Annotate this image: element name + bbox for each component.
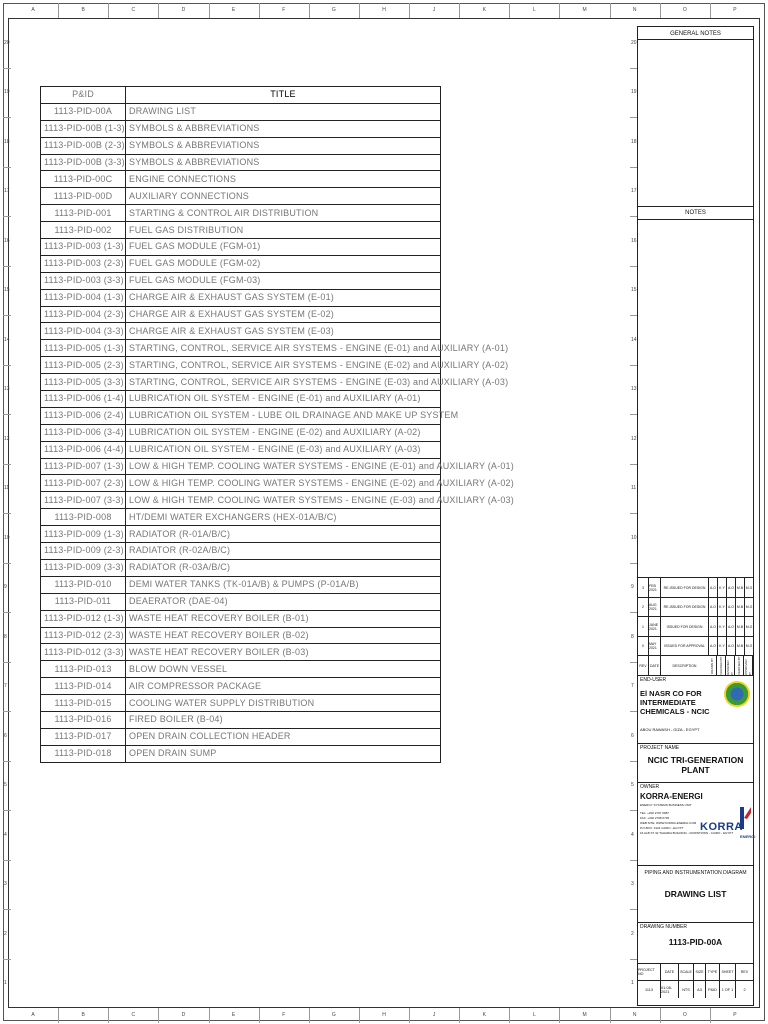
revision-header-row	[638, 655, 753, 676]
column-letter: C	[131, 1012, 136, 1018]
row-number: 10	[631, 534, 637, 541]
drawing-title-cell: LOW & HIGH TEMP. COOLING WATER SYSTEMS - ENGINE (E-02) and AUXILIARY (A-02)	[126, 475, 441, 492]
row-number: 5	[4, 782, 7, 789]
column-letter: A	[31, 7, 35, 13]
drawing-number-cell: 1113-PID-008	[41, 509, 126, 526]
drawing-title-cell: SYMBOLS & ABBREVIATIONS	[126, 120, 441, 137]
info-header-cell: DATE	[660, 964, 678, 980]
row-number: 17	[631, 188, 637, 195]
revision-desc-cell: ISSUED FOR DESIGN	[660, 617, 708, 636]
drawing-title-cell: AIR COMPRESSOR PACKAGE	[126, 678, 441, 695]
revision-rev-cell: 2	[642, 605, 644, 609]
table-row	[41, 205, 441, 222]
table-row	[41, 559, 441, 576]
drawing-number-cell: 1113-PID-017	[41, 728, 126, 745]
owner-contact-line: 16 ALB ST 32 TAHARIA BUILDING - DOWNTOWN - CAIRO - EGYPT	[640, 831, 734, 835]
revision-header-rev: REV	[639, 664, 647, 668]
row-number: 20	[631, 39, 637, 46]
end-user-name: El NASR CO FOR INTERMEDIATE CHEMICALS - NCIC	[640, 689, 710, 716]
column-ruler-top	[8, 3, 760, 18]
column-letter: E	[231, 1012, 236, 1018]
drawing-number-cell: 1113-PID-00B (3-3)	[41, 154, 126, 171]
column-letter: P	[733, 1012, 737, 1018]
column-letter: K	[482, 1012, 486, 1018]
row-number: 13	[631, 386, 637, 393]
revision-desc-cell: ISSUED FOR APPROVAL	[660, 637, 708, 656]
table-row	[41, 171, 441, 188]
table-row	[41, 728, 441, 745]
table-row	[41, 576, 441, 593]
info-header-cell: SCALE	[678, 964, 693, 980]
revision-header-b: CHECKED BY	[717, 656, 726, 676]
row-number: 16	[4, 237, 10, 244]
table-row	[41, 374, 441, 391]
drawing-title: DRAWING LIST	[664, 889, 727, 899]
table-row	[41, 745, 441, 762]
drawing-number-cell: 1113-PID-016	[41, 711, 126, 728]
korra-logo-sub: ENERGI	[740, 834, 756, 839]
table-row	[41, 695, 441, 712]
table-row	[41, 509, 441, 526]
info-value-cell: 01-08-2021	[660, 980, 678, 998]
revision-row	[638, 616, 753, 636]
column-letter: J	[432, 1012, 436, 1018]
drawing-number-cell: 1113-PID-007 (3-3)	[41, 492, 126, 509]
drawing-number-cell: 1113-PID-009 (1-3)	[41, 526, 126, 543]
drawing-title-cell: LUBRICATION OIL SYSTEM - ENGINE (E-03) and AUXILIARY (A-03)	[126, 441, 441, 458]
column-letter: J	[432, 7, 436, 13]
drawing-number-cell: 1113-PID-003 (2-3)	[41, 255, 126, 272]
revision-row	[638, 577, 753, 597]
drawing-number-cell: 1113-PID-012 (1-3)	[41, 610, 126, 627]
drawing-type: PIPING AND INSTRUMENTATION DIAGRAM	[644, 870, 747, 876]
drawing-number-cell: 1113-PID-002	[41, 222, 126, 239]
drawing-title-cell: FUEL GAS MODULE (FGM-02)	[126, 255, 441, 272]
revision-desc-cell: RE-ISSUED FOR DESIGN	[660, 578, 708, 597]
column-letter: D	[181, 1012, 186, 1018]
owner-contact-line: P.O.BOX: 1324 CAIRO - EGYPT	[640, 826, 684, 830]
revision-a-cell: A.O	[708, 578, 717, 597]
table-row	[41, 475, 441, 492]
drawing-title-cell: CHARGE AIR & EXHAUST GAS SYSTEM (E-01)	[126, 289, 441, 306]
column-letter: H	[382, 7, 386, 13]
project-name: NCIC TRI-GENERATION PLANT	[647, 755, 744, 775]
owner-name: KORRA-ENERGI	[640, 792, 703, 801]
table-row	[41, 323, 441, 340]
table-row	[41, 103, 441, 120]
revision-row	[638, 636, 753, 656]
row-number: 10	[4, 534, 10, 541]
table-row	[41, 407, 441, 424]
revision-header-c: DESIGNED BY	[726, 656, 735, 676]
revision-b-cell: K.Y	[717, 598, 726, 617]
row-number: 3	[4, 881, 7, 888]
owner-unit: ENERGY SYSTEMS BUSINESS UNIT	[640, 803, 692, 807]
drawing-number-cell: 1113-PID-005 (3-3)	[41, 374, 126, 391]
table-header-row	[41, 87, 441, 104]
drawing-number-label: DRAWING NUMBER	[640, 924, 688, 930]
row-number: 8	[631, 633, 634, 640]
table-row	[41, 306, 441, 323]
table-row	[41, 424, 441, 441]
drawing-number-cell: 1113-PID-014	[41, 678, 126, 695]
drawing-title-cell: DEMI WATER TANKS (TK-01A/B) & PUMPS (P-01A/B)	[126, 576, 441, 593]
revision-row	[638, 597, 753, 617]
row-number: 16	[631, 237, 637, 244]
korra-logo	[700, 805, 756, 845]
row-number: 11	[4, 485, 10, 492]
drawing-title-cell: LUBRICATION OIL SYSTEM - ENGINE (E-01) and AUXILIARY (A-01)	[126, 391, 441, 408]
drawing-title-cell: DRAWING LIST	[126, 103, 441, 120]
table-row	[41, 357, 441, 374]
info-header-cell: PROJECT NO	[638, 968, 655, 976]
row-number: 8	[4, 633, 7, 640]
owner-contact-line: TEL: +202 2797 0987	[640, 811, 669, 815]
drawing-title-cell: SYMBOLS & ABBREVIATIONS	[126, 154, 441, 171]
drawing-title-cell: RADIATOR (R-03A/B/C)	[126, 559, 441, 576]
drawing-number-cell: 1113-PID-007 (2-3)	[41, 475, 126, 492]
drawing-title-cell: FUEL GAS MODULE (FGM-01)	[126, 239, 441, 256]
drawing-title-cell: FUEL GAS MODULE (FGM-03)	[126, 272, 441, 289]
revision-c-cell: A.O	[726, 578, 735, 597]
table-row	[41, 644, 441, 661]
drawing-title-cell: WASTE HEAT RECOVERY BOILER (B-01)	[126, 610, 441, 627]
row-number: 3	[631, 881, 634, 888]
revision-date-cell: JUNE 2021	[648, 617, 660, 636]
table-row	[41, 526, 441, 543]
drawing-number-cell: 1113-PID-010	[41, 576, 126, 593]
table-row	[41, 661, 441, 678]
info-value-cell: 1 OF 1	[719, 980, 735, 998]
drawing-number-cell: 1113-PID-009 (3-3)	[41, 559, 126, 576]
revision-e-cell: M.G	[744, 617, 753, 636]
row-number: 2	[631, 930, 634, 937]
end-user-label: END-USER	[640, 677, 667, 683]
drawing-number-cell: 1113-PID-004 (3-3)	[41, 323, 126, 340]
column-letter: E	[231, 7, 236, 13]
revision-c-cell: A.O	[726, 637, 735, 656]
info-value-cell: NTS	[678, 980, 693, 998]
drawing-number-cell: 1113-PID-00B (2-3)	[41, 137, 126, 154]
table-row	[41, 678, 441, 695]
info-value-cell: 1113	[638, 980, 660, 998]
row-number: 4	[631, 831, 634, 838]
column-letter: M	[582, 1012, 587, 1018]
title-block	[637, 26, 754, 1006]
drawing-title-cell: OPEN DRAIN SUMP	[126, 745, 441, 762]
drawing-title-cell: STARTING, CONTROL, SERVICE AIR SYSTEMS - ENGINE (E-03) and AUXILIARY (A-03)	[126, 374, 441, 391]
revision-header-e: APPROVED BY	[744, 656, 753, 676]
table-row	[41, 188, 441, 205]
drawing-title-cell: CHARGE AIR & EXHAUST GAS SYSTEM (E-03)	[126, 323, 441, 340]
info-value-cell: A3	[693, 980, 705, 998]
revision-a-cell: A.O	[708, 598, 717, 617]
column-letter: D	[181, 7, 186, 13]
drawing-title-cell: HT/DEMI WATER EXCHANGERS (HEX-01A/B/C)	[126, 509, 441, 526]
table-row	[41, 239, 441, 256]
general-notes-heading: GENERAL NOTES	[670, 31, 721, 37]
column-letter: M	[582, 7, 587, 13]
drawing-number-cell: 1113-PID-012 (3-3)	[41, 644, 126, 661]
table-row	[41, 543, 441, 560]
column-letter: C	[131, 7, 136, 13]
column-letter: L	[533, 1012, 536, 1018]
table-row	[41, 492, 441, 509]
header-pid: P&ID	[41, 87, 126, 104]
drawing-title-cell: FIRED BOILER (B-04)	[126, 711, 441, 728]
drawing-number: 1113-PID-00A	[668, 937, 723, 947]
revision-d-cell: M.B	[735, 637, 744, 656]
row-number: 12	[4, 435, 10, 442]
row-number: 6	[631, 732, 634, 739]
notes-heading: NOTES	[685, 210, 706, 216]
column-letter: N	[632, 7, 637, 13]
table-row	[41, 610, 441, 627]
table-row	[41, 222, 441, 239]
drawing-number-cell: 1113-PID-00C	[41, 171, 126, 188]
drawing-title-cell: WASTE HEAT RECOVERY BOILER (B-02)	[126, 627, 441, 644]
drawing-number-cell: 1113-PID-005 (2-3)	[41, 357, 126, 374]
ncic-logo	[724, 681, 750, 707]
drawing-number-cell: 1113-PID-00B (1-3)	[41, 120, 126, 137]
column-letter: O	[682, 7, 687, 13]
row-number: 20	[4, 39, 10, 46]
revision-b-cell: K.Y	[717, 578, 726, 597]
row-number: 1	[631, 980, 634, 987]
drawing-number-cell: 1113-PID-009 (2-3)	[41, 543, 126, 560]
table-row	[41, 441, 441, 458]
drawing-number-cell: 1113-PID-013	[41, 661, 126, 678]
revision-rev-cell: 1	[642, 624, 644, 629]
revision-d-cell: M.B	[735, 578, 744, 597]
header-title: TITLE	[126, 87, 441, 104]
drawing-list-table	[40, 86, 514, 763]
row-number: 12	[631, 435, 637, 442]
revision-rev-cell: 3	[642, 585, 644, 590]
drawing-title-cell: SYMBOLS & ABBREVIATIONS	[126, 137, 441, 154]
drawing-title-cell: ENGINE CONNECTIONS	[126, 171, 441, 188]
drawing-title-cell: STARTING & CONTROL AIR DISTRIBUTION	[126, 205, 441, 222]
owner-contact-line: FAX: +202 2798 6736	[640, 816, 670, 820]
drawing-title-cell: CHARGE AIR & EXHAUST GAS SYSTEM (E-02)	[126, 306, 441, 323]
drawing-title-cell: STARTING, CONTROL, SERVICE AIR SYSTEMS - ENGINE (E-02) and AUXILIARY (A-02)	[126, 357, 441, 374]
table-row	[41, 593, 441, 610]
column-letter: P	[733, 7, 737, 13]
drawing-title-cell: WASTE HEAT RECOVERY BOILER (B-03)	[126, 644, 441, 661]
column-letter: G	[331, 7, 336, 13]
drawing-number-cell: 1113-PID-006 (2-4)	[41, 407, 126, 424]
drawing-number-cell: 1113-PID-018	[41, 745, 126, 762]
drawing-title-cell: LOW & HIGH TEMP. COOLING WATER SYSTEMS - ENGINE (E-01) and AUXILIARY (A-01)	[126, 458, 441, 475]
row-number: 18	[631, 138, 637, 145]
drawing-title-cell: LOW & HIGH TEMP. COOLING WATER SYSTEMS - ENGINE (E-03) and AUXILIARY (A-03)	[126, 492, 441, 509]
column-letter: K	[482, 7, 486, 13]
drawing-number-cell: 1113-PID-007 (1-3)	[41, 458, 126, 475]
row-number: 19	[4, 89, 10, 96]
revision-d-cell: M.B	[735, 598, 744, 617]
table-row	[41, 255, 441, 272]
drawing-number-cell: 1113-PID-004 (2-3)	[41, 306, 126, 323]
revision-date-cell: AUG 2021	[648, 598, 660, 617]
row-number: 14	[4, 336, 10, 343]
owner-label: OWNER	[640, 784, 660, 790]
revision-d-cell: M.B	[735, 617, 744, 636]
revision-c-cell: A.O	[726, 617, 735, 636]
drawing-number-cell: 1113-PID-015	[41, 695, 126, 712]
revision-e-cell: M.G	[744, 578, 753, 597]
drawing-number-cell: 1113-PID-001	[41, 205, 126, 222]
revision-header-d: VERIFIED BY	[735, 656, 744, 676]
table-row	[41, 458, 441, 475]
drawing-title-cell: BLOW DOWN VESSEL	[126, 661, 441, 678]
info-header-cell: SHEET	[719, 964, 735, 980]
column-letter: B	[81, 1012, 85, 1018]
row-number: 14	[631, 336, 637, 343]
row-number: 11	[631, 485, 637, 492]
row-number: 2	[4, 930, 7, 937]
row-number: 19	[631, 89, 637, 96]
drawing-number-cell: 1113-PID-003 (3-3)	[41, 272, 126, 289]
revision-c-cell: A.O	[726, 598, 735, 617]
drawing-list-body	[41, 103, 514, 762]
drawing-number-cell: 1113-PID-00D	[41, 188, 126, 205]
row-number: 9	[631, 584, 634, 591]
drawing-number-cell: 1113-PID-006 (1-4)	[41, 391, 126, 408]
row-number: 5	[631, 782, 634, 789]
drawing-title-cell: AUXILIARY CONNECTIONS	[126, 188, 441, 205]
info-header-cell: TYPE	[705, 964, 719, 980]
table-row	[41, 137, 441, 154]
revision-e-cell: M.G	[744, 598, 753, 617]
project-name-label: PROJECT NAME	[640, 745, 680, 751]
info-value-cell: P&ID	[705, 980, 719, 998]
table-row	[41, 289, 441, 306]
drawing-title-cell: LUBRICATION OIL SYSTEM - ENGINE (E-02) and AUXILIARY (A-02)	[126, 424, 441, 441]
row-number: 13	[4, 386, 10, 393]
revision-date-cell: MAY 2021	[648, 637, 660, 656]
column-letter: F	[282, 1012, 286, 1018]
revision-header-a: DRAWN BY	[708, 656, 717, 676]
drawing-number-cell: 1113-PID-003 (1-3)	[41, 239, 126, 256]
drawing-number-cell: 1113-PID-004 (1-3)	[41, 289, 126, 306]
row-number: 4	[4, 831, 7, 838]
revision-b-cell: K.Y	[717, 637, 726, 656]
info-value-cell: 2	[735, 980, 753, 998]
revision-date-cell: FEB 2021	[648, 578, 660, 597]
column-letter: G	[331, 1012, 336, 1018]
drawing-title-cell: FUEL GAS DISTRIBUTION	[126, 222, 441, 239]
row-ruler-left	[3, 18, 13, 1008]
info-header-cell: REV	[735, 964, 753, 980]
revision-e-cell: M.G	[744, 637, 753, 656]
drawing-number-cell: 1113-PID-006 (4-4)	[41, 441, 126, 458]
drawing-number-cell: 1113-PID-012 (2-3)	[41, 627, 126, 644]
drawing-title-cell: COOLING WATER SUPPLY DISTRIBUTION	[126, 695, 441, 712]
revision-a-cell: A.O	[708, 637, 717, 656]
revision-desc-cell: RE-ISSUED FOR DESIGN	[660, 598, 708, 617]
revision-b-cell: K.Y	[717, 617, 726, 636]
row-number: 6	[4, 732, 7, 739]
drawing-number-cell: 1113-PID-00A	[41, 103, 126, 120]
drawing-number-cell: 1113-PID-011	[41, 593, 126, 610]
drawing-title-cell: LUBRICATION OIL SYSTEM - LUBE OIL DRAINAGE AND MAKE UP SYSTEM	[126, 407, 441, 424]
row-number: 1	[4, 980, 7, 987]
end-user-address: ABOU RAWASH - GIZA - EGYPT	[640, 727, 700, 732]
row-number: 17	[4, 188, 10, 195]
row-number: 9	[4, 584, 7, 591]
table-row	[41, 711, 441, 728]
column-letter: N	[632, 1012, 637, 1018]
column-ruler-bottom	[8, 1008, 760, 1023]
revision-rev-cell: 0	[642, 644, 644, 648]
row-number: 7	[4, 683, 7, 690]
drawing-title-cell: STARTING, CONTROL, SERVICE AIR SYSTEMS - ENGINE (E-01) and AUXILIARY (A-01)	[126, 340, 441, 357]
column-letter: O	[682, 1012, 687, 1018]
drawing-number-cell: 1113-PID-005 (1-3)	[41, 340, 126, 357]
owner-contact-line: WEB SITE: WWW.KORRA-ENERGI.COM	[640, 821, 697, 825]
drawing-title-cell: OPEN DRAIN COLLECTION HEADER	[126, 728, 441, 745]
table-row	[41, 627, 441, 644]
drawing-title-cell: DEAERATOR (DAE-04)	[126, 593, 441, 610]
column-letter: H	[382, 1012, 386, 1018]
row-number: 7	[631, 683, 634, 690]
info-header-cell: SIZE	[693, 964, 705, 980]
drawing-title-cell: RADIATOR (R-02A/B/C)	[126, 543, 441, 560]
revision-header-date: DATE	[648, 656, 660, 676]
table-row	[41, 154, 441, 171]
column-letter: A	[31, 1012, 35, 1018]
row-number: 15	[4, 287, 10, 294]
column-letter: L	[533, 7, 536, 13]
table-row	[41, 120, 441, 137]
revision-a-cell: A.O	[708, 617, 717, 636]
drawing-number-cell: 1113-PID-006 (3-4)	[41, 424, 126, 441]
column-letter: F	[282, 7, 286, 13]
table-row	[41, 272, 441, 289]
table-row	[41, 340, 441, 357]
row-number: 15	[631, 287, 637, 294]
row-number: 18	[4, 138, 10, 145]
drawing-title-cell: RADIATOR (R-01A/B/C)	[126, 526, 441, 543]
korra-logo-text: KORRA	[700, 821, 743, 833]
table-row	[41, 391, 441, 408]
revision-header-desc: DESCRIPTION	[660, 656, 708, 676]
column-letter: B	[81, 7, 85, 13]
